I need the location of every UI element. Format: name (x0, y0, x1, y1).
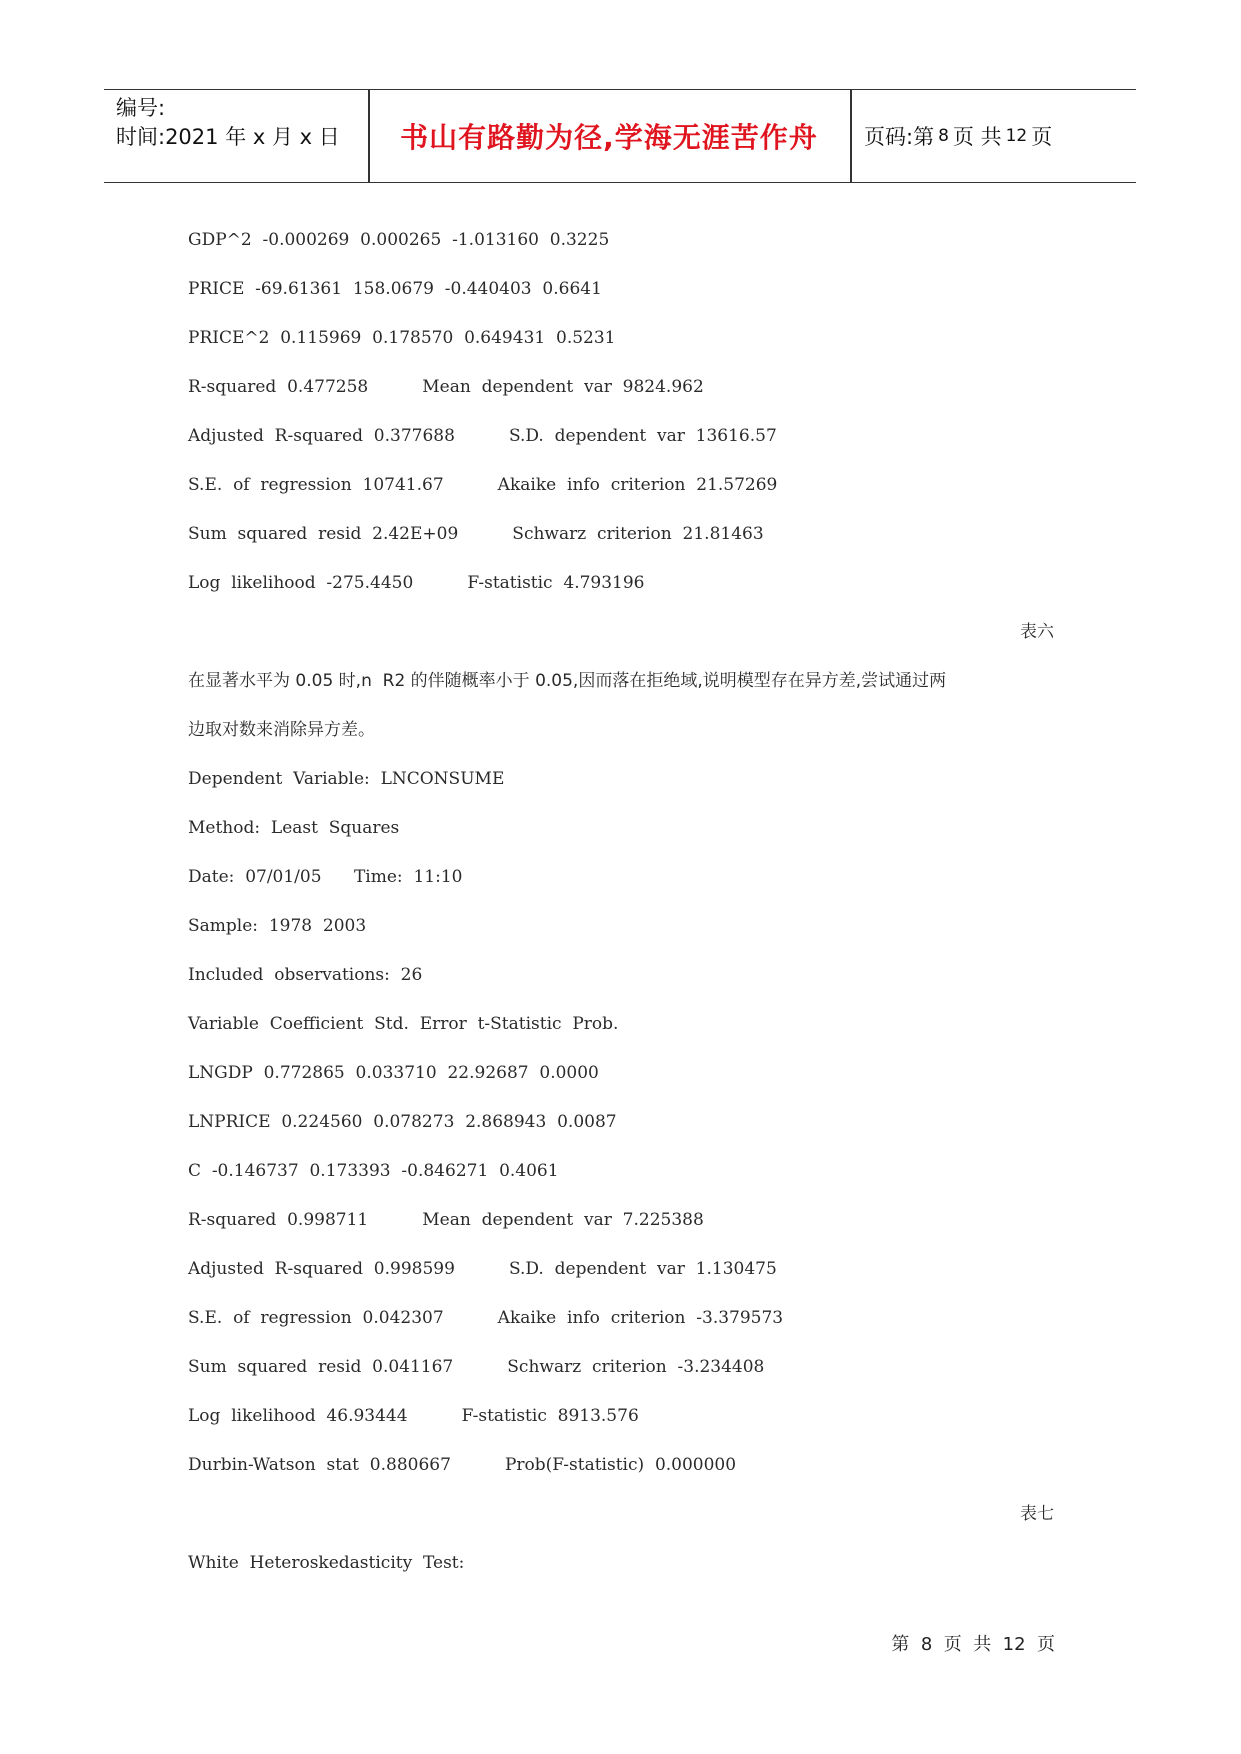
output-line: PRICE^2 0.115969 0.178570 0.649431 0.5231 (188, 328, 616, 348)
document-body (188, 224, 1068, 1596)
output-line: Durbin-Watson stat 0.880667 Prob(F-statistic) 0.000000 (188, 1455, 737, 1475)
output-line: LNGDP 0.772865 0.033710 22.92687 0.0000 (188, 1063, 599, 1083)
output-line: R-squared 0.998711 Mean dependent var 7.225388 (188, 1210, 704, 1230)
page-prefix: 页码:第 (864, 125, 935, 149)
page-footer: 第 8 页 共 12 页 (891, 1634, 1055, 1655)
output-line: GDP^2 -0.000269 0.000265 -1.013160 0.3225 (188, 230, 610, 250)
header-page-info (864, 90, 1052, 182)
output-line: Date: 07/01/05 Time: 11:10 (188, 867, 463, 887)
page-total: 12 (1005, 126, 1028, 146)
header-motto: 书山有路勤为径,学海无涯苦作舟 (400, 121, 818, 154)
output-line: Method: Least Squares (188, 818, 400, 838)
paragraph-line: 边取对数来消除异方差。 (188, 720, 375, 740)
header-meta (116, 94, 340, 152)
document-number-label: 编号: (116, 96, 166, 120)
output-line: White Heteroskedasticity Test: (188, 1553, 465, 1573)
output-line: Included observations: 26 (188, 965, 423, 985)
document-time-label: 时间:2021 年 x 月 x 日 (116, 125, 340, 149)
output-line: Sum squared resid 2.42E+09 Schwarz criterion 21.81463 (188, 524, 764, 544)
output-line: LNPRICE 0.224560 0.078273 2.868943 0.0087 (188, 1112, 617, 1132)
output-line: S.E. of regression 0.042307 Akaike info criterion -3.379573 (188, 1308, 784, 1328)
output-line: Variable Coefficient Std. Error t-Statistic Prob. (188, 1014, 619, 1034)
page-header (104, 89, 1136, 183)
output-line: S.E. of regression 10741.67 Akaike info criterion 21.57269 (188, 475, 778, 495)
page-current: 8 (938, 126, 949, 146)
output-line: Sample: 1978 2003 (188, 916, 367, 936)
output-line: Dependent Variable: LNCONSUME (188, 769, 505, 789)
page-mid: 页 共 (952, 125, 1002, 149)
output-line: PRICE -69.61361 158.0679 -0.440403 0.6641 (188, 279, 602, 299)
output-line: Adjusted R-squared 0.377688 S.D. dependent var 13616.57 (188, 426, 777, 446)
header-divider-right (850, 90, 852, 182)
page-suffix: 页 (1031, 125, 1053, 149)
output-line: Adjusted R-squared 0.998599 S.D. dependent var 1.130475 (188, 1259, 777, 1279)
output-line: Sum squared resid 0.041167 Schwarz criterion -3.234408 (188, 1357, 765, 1377)
table-6-caption: 表六 (1020, 622, 1054, 642)
paragraph-line: 在显著水平为 0.05 时,n R2 的伴随概率小于 0.05,因而落在拒绝域,说明模型存在异方差,尝试通过两 (188, 671, 947, 691)
output-line: C -0.146737 0.173393 -0.846271 0.4061 (188, 1161, 559, 1181)
output-line: Log likelihood -275.4450 F-statistic 4.793196 (188, 573, 645, 593)
output-line: Log likelihood 46.93444 F-statistic 8913.576 (188, 1406, 639, 1426)
output-line: R-squared 0.477258 Mean dependent var 9824.962 (188, 377, 704, 397)
table-7-caption: 表七 (1020, 1504, 1054, 1524)
